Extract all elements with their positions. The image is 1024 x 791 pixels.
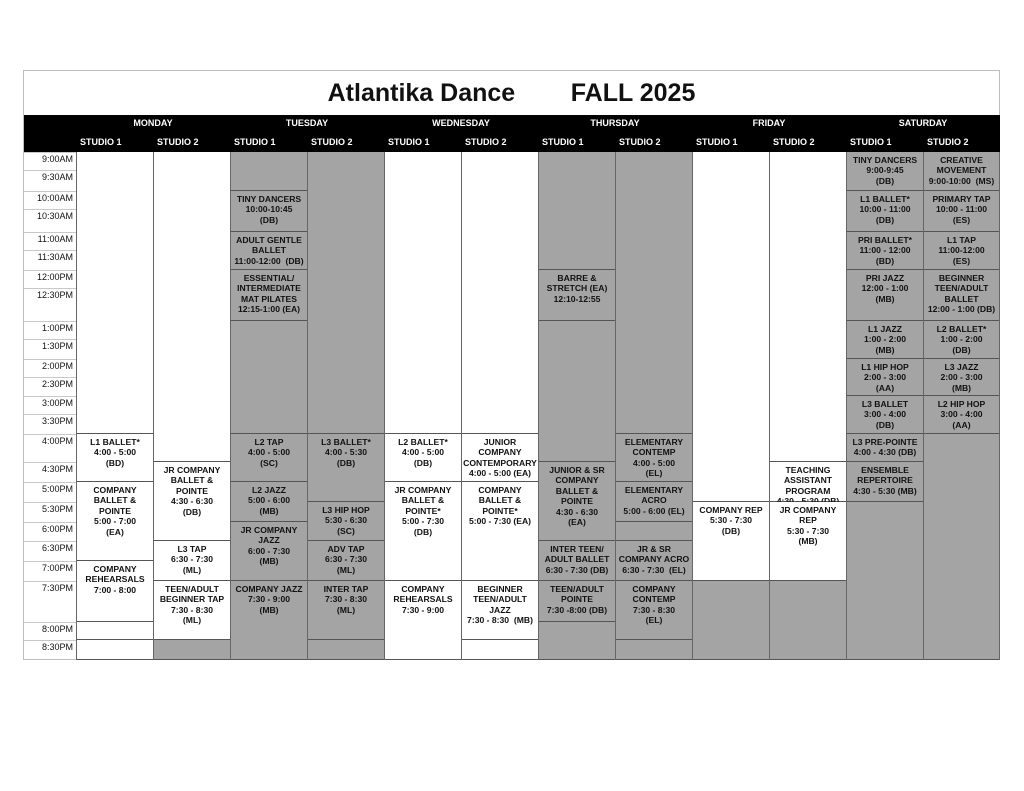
empty-slot [539, 152, 615, 270]
class-block[interactable] [847, 270, 923, 321]
class-label: ELEMENTARY CONTEMP 4:00 - 5:00 (EL) [624, 437, 684, 479]
class-label: JR COMPANY REP 5:30 - 7:30 (MB) [779, 505, 837, 547]
empty-slot [616, 640, 692, 660]
empty-slot [231, 152, 307, 191]
class-label: JR COMPANY JAZZ 6:00 - 7:30 (MB) [240, 525, 298, 567]
time-label: 6:00PM [41, 524, 73, 534]
class-label: COMPANY REHEARSALS 7:00 - 8:00 [85, 564, 145, 595]
time-label: 3:30PM [41, 416, 73, 426]
class-label: JUNIOR & SR COMPANY BALLET & POINTE 4:30 - 6:30 (EA) [549, 465, 605, 528]
empty-slot [308, 640, 384, 660]
time-row-line [24, 191, 76, 192]
class-block[interactable] [924, 396, 999, 434]
class-block[interactable] [462, 434, 538, 482]
class-label: L3 TAP 6:30 - 7:30 (ML) [170, 544, 214, 575]
class-block[interactable] [847, 232, 923, 270]
class-block[interactable] [847, 434, 923, 462]
time-row-line [24, 170, 76, 171]
class-block[interactable] [847, 396, 923, 434]
schedule-sheet [23, 70, 1000, 660]
class-block[interactable] [154, 541, 230, 581]
empty-slot [616, 152, 692, 434]
class-label: ESSENTIAL/ INTERMEDIATE MAT PILATES 12:15-1:00 (EA) [237, 273, 301, 315]
studio-column-mon-2 [153, 152, 230, 660]
time-label: 9:30AM [41, 172, 73, 182]
class-label: JR COMPANY BALLET & POINTE* 5:00 - 7:30 (DB) [394, 485, 452, 537]
time-row-line [24, 502, 76, 503]
class-label: TINY DANCERS 9:00-9:45 (DB) [852, 155, 918, 186]
studio-header-monday-1: STUDIO 1 [76, 131, 153, 152]
studio-header-saturday-2: STUDIO 2 [923, 131, 1000, 152]
time-row-line [24, 232, 76, 233]
time-row-line [24, 270, 76, 271]
class-block[interactable] [924, 321, 999, 359]
studio-column-fri-2 [769, 152, 846, 660]
class-block[interactable] [154, 462, 230, 541]
class-label: L1 HIP HOP 2:00 - 3:00 (AA) [861, 362, 909, 393]
studio-header-tuesday-1: STUDIO 1 [230, 131, 307, 152]
class-block[interactable] [847, 321, 923, 359]
empty-slot [693, 581, 769, 660]
time-label: 2:00PM [41, 361, 73, 371]
class-label: ELEMENTARY ACRO 5:00 - 6:00 (EL) [623, 485, 685, 516]
time-label: 5:30PM [41, 504, 73, 514]
class-block[interactable] [385, 482, 461, 581]
class-label: L1 TAP 11:00-12:00 (ES) [938, 235, 985, 266]
class-block[interactable] [616, 482, 692, 522]
class-block[interactable] [385, 434, 461, 482]
studio-header-wednesday-2: STUDIO 2 [461, 131, 538, 152]
class-label: JUNIOR COMPANY CONTEMPORARY 4:00 - 5:00 (EA) [463, 437, 537, 479]
class-block[interactable] [770, 462, 846, 502]
studio-column-mon-1 [76, 152, 153, 660]
time-label: 9:00AM [41, 154, 73, 164]
time-row-line [24, 414, 76, 415]
class-block[interactable] [231, 232, 307, 270]
time-label: 12:00PM [36, 272, 73, 282]
studio-column-wed-2 [461, 152, 538, 660]
class-label: INTER TEEN/ ADULT BALLET 6:30 - 7:30 (DB) [544, 544, 610, 575]
day-header-friday: FRIDAY [692, 115, 846, 131]
class-label: COMPANY BALLET & POINTE* 5:00 - 7:30 (EA) [468, 485, 532, 527]
time-label: 7:30PM [41, 583, 73, 593]
studio-column-tue-1 [230, 152, 307, 660]
class-block[interactable] [231, 482, 307, 522]
class-block[interactable] [847, 191, 923, 232]
empty-slot [770, 152, 846, 462]
empty-slot [924, 434, 999, 660]
time-label: 3:00PM [41, 398, 73, 408]
studio-header-monday-2: STUDIO 2 [153, 131, 230, 152]
class-label: JR COMPANY BALLET & POINTE 4:30 - 6:30 (DB) [163, 465, 221, 517]
time-row-line [24, 152, 76, 153]
class-label: BARRE & STRETCH (EA) 12:10-12:55 [546, 273, 608, 304]
class-block[interactable] [616, 434, 692, 482]
class-label: L3 JAZZ 2:00 - 3:00 (MB) [940, 362, 983, 393]
class-label: BEGINNER TEEN/ADULT JAZZ 7:30 - 8:30 (MB) [467, 584, 533, 626]
class-label: CREATIVE MOVEMENT 9:00-10:00 (MS) [928, 155, 995, 186]
class-block[interactable] [154, 581, 230, 640]
class-block[interactable] [308, 541, 384, 581]
class-label: INTER TAP 7:30 - 8:30 (ML) [323, 584, 369, 615]
time-row-line [24, 250, 76, 251]
class-label: L3 BALLET* 4:00 - 5:30 (DB) [321, 437, 371, 468]
class-block[interactable] [231, 522, 307, 581]
class-block[interactable] [616, 581, 692, 640]
empty-slot [77, 640, 153, 660]
class-block[interactable] [231, 191, 307, 232]
time-label: 11:00AM [37, 234, 73, 244]
empty-slot [385, 152, 461, 434]
time-label: 5:00PM [41, 484, 73, 494]
time-label: 4:00PM [41, 436, 73, 446]
class-block[interactable] [924, 270, 999, 321]
studio-column-tue-2 [307, 152, 384, 660]
class-block[interactable] [924, 232, 999, 270]
class-label: L3 BALLET 3:00 - 4:00 (DB) [861, 399, 909, 430]
time-row-line [24, 377, 76, 378]
studio-column-sat-1 [846, 152, 923, 660]
empty-slot [77, 152, 153, 434]
time-row-line [24, 581, 76, 582]
studio-header-friday-1: STUDIO 1 [692, 131, 769, 152]
empty-slot [462, 640, 538, 660]
time-row-line [24, 396, 76, 397]
class-block[interactable] [77, 561, 153, 622]
empty-slot [539, 321, 615, 462]
class-block[interactable] [847, 462, 923, 502]
studio-column-fri-1 [692, 152, 769, 660]
class-block[interactable] [539, 462, 615, 541]
class-block[interactable] [308, 581, 384, 640]
class-label: PRI JAZZ 12:00 - 1:00 (MB) [861, 273, 909, 304]
class-block[interactable] [616, 541, 692, 581]
time-label: 1:00PM [41, 323, 73, 333]
time-label: 8:30PM [41, 642, 73, 652]
class-block[interactable] [539, 541, 615, 581]
class-label: TEEN/ADULT BEGINNER TAP 7:30 - 8:30 (ML) [159, 584, 225, 626]
time-row-line [24, 482, 76, 483]
studio-header-tuesday-2: STUDIO 2 [307, 131, 384, 152]
class-label: ADULT GENTLE BALLET 11:00-12:00 (DB) [234, 235, 304, 266]
class-block[interactable] [924, 359, 999, 396]
class-label: COMPANY REP 5:30 - 7:30 (DB) [699, 505, 763, 536]
class-block[interactable] [385, 581, 461, 660]
class-block[interactable] [231, 434, 307, 482]
time-label: 11:30AM [37, 252, 73, 262]
time-row-line [24, 288, 76, 289]
empty-slot [154, 640, 230, 660]
class-label: ENSEMBLE REPERTOIRE 4:30 - 5:30 (MB) [853, 465, 917, 496]
time-label: 6:30PM [41, 543, 73, 553]
day-header-thursday: THURSDAY [538, 115, 692, 131]
class-label: JR & SR COMPANY ACRO 6:30 - 7:30 (EL) [618, 544, 690, 575]
time-row-line [24, 462, 76, 463]
time-row-line [24, 640, 76, 641]
class-label: COMPANY REHEARSALS 7:30 - 9:00 [393, 584, 453, 615]
class-block[interactable] [693, 502, 769, 581]
class-label: L1 JAZZ 1:00 - 2:00 (MB) [863, 324, 907, 355]
schedule-title: Atlantika Dance FALL 2025 [327, 79, 696, 107]
class-block[interactable] [77, 482, 153, 561]
class-block[interactable] [847, 152, 923, 191]
class-block[interactable] [231, 581, 307, 660]
studio-header-thursday-1: STUDIO 1 [538, 131, 615, 152]
time-label: 2:30PM [41, 379, 73, 389]
class-label: PRIMARY TAP 10:00 - 11:00 (ES) [932, 194, 991, 225]
class-label: TINY DANCERS 10:00-10:45 (DB) [236, 194, 302, 225]
class-block[interactable] [924, 152, 999, 191]
day-header-monday: MONDAY [76, 115, 230, 131]
class-label: TEEN/ADULT POINTE 7:30 -8:00 (DB) [546, 584, 608, 615]
class-label: L2 HIP HOP 3:00 - 4:00 (AA) [937, 399, 986, 430]
studio-header-thursday-2: STUDIO 2 [615, 131, 692, 152]
class-block[interactable] [462, 581, 538, 640]
empty-slot [616, 522, 692, 541]
empty-slot [154, 152, 230, 462]
class-block[interactable] [308, 502, 384, 541]
time-label: 1:30PM [41, 341, 73, 351]
empty-slot [847, 502, 923, 660]
class-block[interactable] [539, 581, 615, 622]
time-row-line [24, 622, 76, 623]
class-block[interactable] [847, 359, 923, 396]
time-row-line [24, 522, 76, 523]
time-label: 4:30PM [41, 464, 73, 474]
time-row-line [24, 561, 76, 562]
day-header-wednesday: WEDNESDAY [384, 115, 538, 131]
class-block[interactable] [308, 434, 384, 502]
time-row-line [24, 359, 76, 360]
studio-column-thu-2 [615, 152, 692, 660]
studio-column-wed-1 [384, 152, 461, 660]
time-row-line [24, 321, 76, 322]
class-label: L2 JAZZ 5:00 - 6:00 (MB) [247, 485, 291, 516]
class-label: ADV TAP 6:30 - 7:30 (ML) [324, 544, 368, 575]
class-label: L2 TAP 4:00 - 5:00 (SC) [247, 437, 291, 468]
class-block[interactable] [231, 270, 307, 321]
time-row-line [24, 209, 76, 210]
class-block[interactable] [77, 434, 153, 482]
time-label: 8:00PM [41, 624, 73, 634]
studio-header-saturday-1: STUDIO 1 [846, 131, 923, 152]
empty-slot [308, 152, 384, 434]
time-row-line [24, 339, 76, 340]
class-label: COMPANY BALLET & POINTE 5:00 - 7:00 (EA) [93, 485, 137, 537]
class-block[interactable] [462, 482, 538, 581]
class-block[interactable] [539, 270, 615, 321]
class-label: PRI BALLET* 11:00 - 12:00 (BD) [858, 235, 912, 266]
class-label: BEGINNER TEEN/ADULT BALLET 12:00 - 1:00 (DB) [927, 273, 996, 315]
studio-header-wednesday-1: STUDIO 1 [384, 131, 461, 152]
time-row-line [24, 434, 76, 435]
empty-slot [462, 152, 538, 434]
class-label: L1 BALLET* 10:00 - 11:00 (DB) [859, 194, 911, 225]
empty-slot [693, 152, 769, 502]
day-header-tuesday: TUESDAY [230, 115, 384, 131]
time-label: 7:00PM [41, 563, 73, 573]
class-label: L1 BALLET* 4:00 - 5:00 (BD) [90, 437, 140, 468]
empty-slot [231, 321, 307, 434]
studio-header-friday-2: STUDIO 2 [769, 131, 846, 152]
class-label: TEACHING ASSISTANT PROGRAM [783, 465, 833, 496]
empty-slot [77, 622, 153, 640]
time-label: 10:00AM [36, 193, 73, 203]
class-label: L3 HIP HOP 5:30 - 6:30 (SC) [322, 505, 370, 536]
class-label: L2 BALLET* 1:00 - 2:00 (DB) [936, 324, 987, 355]
time-label: 10:30AM [36, 211, 73, 221]
class-block[interactable] [924, 191, 999, 232]
studio-column-sat-2 [923, 152, 1000, 660]
class-label: L3 PRE-POINTE 4:00 - 4:30 (DB) [852, 437, 918, 458]
studio-column-thu-1 [538, 152, 615, 660]
time-row-line [24, 541, 76, 542]
empty-slot [539, 622, 615, 660]
class-label: COMPANY CONTEMP 7:30 - 8:30 (EL) [632, 584, 676, 626]
class-block[interactable] [770, 502, 846, 581]
time-label: 12:30PM [36, 290, 73, 300]
class-label: COMPANY JAZZ 7:30 - 9:00 (MB) [235, 584, 303, 615]
empty-slot [770, 581, 846, 660]
day-header-saturday: SATURDAY [846, 115, 1000, 131]
class-label: L2 BALLET* 4:00 - 5:00 (DB) [398, 437, 448, 468]
